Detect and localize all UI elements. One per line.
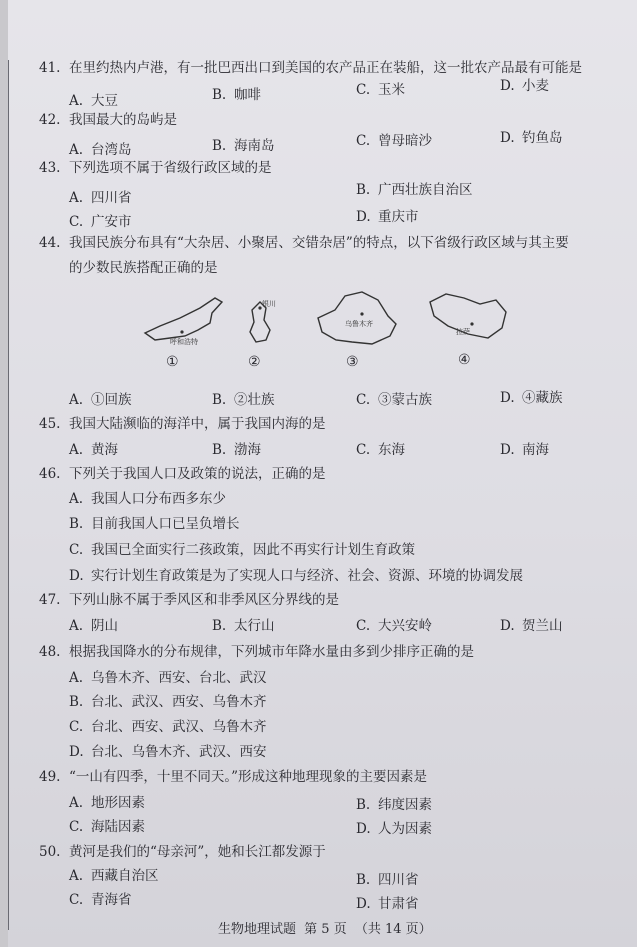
map-label-4: ④ — [458, 352, 471, 368]
question-stem-line2: 的少数民族搭配正确的是 — [69, 260, 218, 276]
question-stem: 下列关于我国人口及政策的说法，正确的是 — [69, 466, 326, 482]
margin-line — [8, 60, 9, 930]
option-c: C. 台北、西安、武汉、乌鲁木齐 — [69, 719, 267, 735]
option-b: B. 咖啡 — [212, 87, 261, 103]
option-c: C. 玉米 — [356, 82, 405, 98]
province-maps — [140, 288, 520, 378]
option-b: B. 纬度因素 — [356, 797, 432, 813]
option-b: B. 目前我国人口已呈负增长 — [69, 516, 240, 532]
map-city-label: 银川 — [262, 300, 276, 308]
option-b: B. ②壮族 — [212, 392, 275, 408]
option-c: C. 曾母暗沙 — [356, 133, 432, 149]
page-footer — [218, 918, 436, 937]
question-stem: 在里约热内卢港，有一批巴西出口到美国的农产品正在装船，这一批农产品最有可能是 — [69, 60, 582, 76]
option-d: D. 重庆市 — [356, 209, 419, 225]
footer-page: 第 5 页 — [304, 922, 347, 937]
option-b: B. 广西壮族自治区 — [356, 182, 473, 198]
option-c: C. 大兴安岭 — [356, 618, 432, 634]
map-label-3: ③ — [346, 354, 359, 370]
question-stem: “一山有四季，十里不同天。”形成这种地理现象的主要因素是 — [69, 769, 428, 785]
option-c: C. 东海 — [356, 442, 405, 458]
question-47: 47. 下列山脉不属于季风区和非季风区分界线的是 — [39, 592, 339, 608]
question-stem: 我国民族分布具有“大杂居、小聚居、交错杂居”的特点，以下省级行政区域与其主要 — [69, 235, 569, 251]
question-48: 48. 根据我国降水的分布规律，下列城市年降水量由多到少排序正确的是 — [39, 644, 474, 660]
option-a: A. 西藏自治区 — [69, 868, 159, 884]
option-b: B. 渤海 — [212, 442, 261, 458]
question-43: 43. 下列选项不属于省级行政区域的是 — [39, 160, 272, 176]
option-c: C. 广安市 — [69, 214, 132, 230]
option-d: D. ④藏族 — [500, 390, 563, 406]
map-inner-mongolia — [145, 298, 222, 340]
option-a: A. 地形因素 — [69, 795, 145, 811]
option-a: A. 我国人口分布西多东少 — [69, 491, 226, 507]
question-stem: 我国大陆濒临的海洋中，属于我国内海的是 — [69, 416, 326, 432]
question-49: 49. “一山有四季，十里不同天。”形成这种地理现象的主要因素是 — [39, 769, 428, 785]
question-stem: 黄河是我们的“母亲河”，她和长江都发源于 — [69, 844, 326, 860]
option-a: A. 乌鲁木齐、西安、台北、武汉 — [69, 670, 267, 686]
option-a: A. ①回族 — [69, 392, 132, 408]
option-b: B. 四川省 — [356, 872, 419, 888]
option-a: A. 黄海 — [69, 442, 118, 458]
option-c: C. 海陆因素 — [69, 819, 145, 835]
option-a: A. 四川省 — [69, 190, 132, 206]
option-b: B. 台北、武汉、西安、乌鲁木齐 — [69, 694, 267, 710]
option-a: A. 台湾岛 — [69, 142, 132, 158]
map-label-1: ① — [166, 354, 179, 370]
question-stem: 下列山脉不属于季风区和非季风区分界线的是 — [69, 592, 339, 608]
question-42: 42. 我国最大的岛屿是 — [39, 112, 177, 128]
map-city-label: 拉萨 — [456, 328, 470, 336]
question-50: 50. 黄河是我们的“母亲河”，她和长江都发源于 — [39, 844, 326, 860]
map-xinjiang — [318, 292, 396, 344]
question-44: 44. 我国民族分布具有“大杂居、小聚居、交错杂居”的特点，以下省级行政区域与其主要 — [39, 235, 569, 251]
footer-total: （共 14 页） — [354, 922, 432, 937]
option-d: D. 实行计划生育政策是为了实现人口与经济、社会、资源、环境的协调发展 — [69, 568, 523, 584]
option-c: C. 我国已全面实行二孩政策，因此不再实行计划生育政策 — [69, 542, 415, 558]
option-d: D. 贺兰山 — [500, 618, 563, 634]
option-a: A. 大豆 — [69, 93, 118, 109]
question-41: 41. 在里约热内卢港，有一批巴西出口到美国的农产品正在装船，这一批农产品最有可能是 — [39, 60, 582, 76]
map-label-2: ② — [248, 354, 261, 370]
option-b: B. 太行山 — [212, 618, 275, 634]
option-c: C. 青海省 — [69, 892, 132, 908]
option-d: D. 小麦 — [500, 78, 549, 94]
option-d: D. 甘肃省 — [356, 896, 419, 912]
option-d: D. 人为因素 — [356, 821, 432, 837]
option-a: A. 阴山 — [69, 618, 118, 634]
question-45: 45. 我国大陆濒临的海洋中，属于我国内海的是 — [39, 416, 326, 432]
option-c: C. ③蒙古族 — [356, 392, 432, 408]
question-stem: 根据我国降水的分布规律，下列城市年降水量由多到少排序正确的是 — [69, 644, 474, 660]
option-d: D. 南海 — [500, 442, 549, 458]
option-d: D. 钓鱼岛 — [500, 130, 563, 146]
map-city-label: 乌鲁木齐 — [345, 320, 373, 328]
question-stem: 下列选项不属于省级行政区域的是 — [69, 160, 272, 176]
option-b: B. 海南岛 — [212, 138, 275, 154]
map-city-label: 呼和浩特 — [170, 338, 198, 346]
question-46: 46. 下列关于我国人口及政策的说法，正确的是 — [39, 466, 326, 482]
footer-subject: 生物地理试题 — [218, 922, 297, 937]
question-stem: 我国最大的岛屿是 — [69, 112, 177, 128]
option-d: D. 台北、乌鲁木齐、武汉、西安 — [69, 744, 267, 760]
